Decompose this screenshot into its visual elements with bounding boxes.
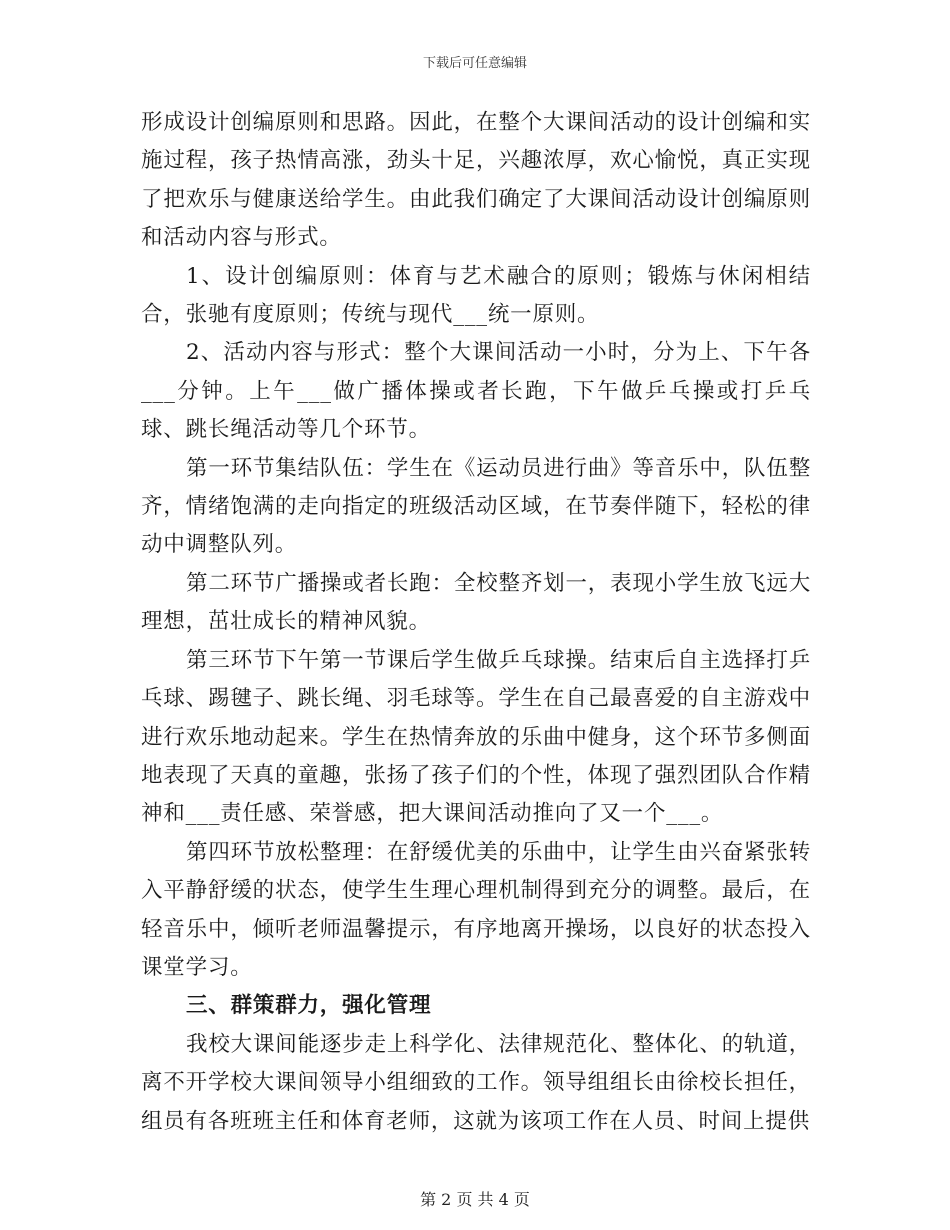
section-heading-management: 三、群策群力，强化管理 — [186, 993, 432, 1019]
page-footer: 第 2 页 共 4 页 — [420, 1190, 530, 1209]
paragraph-stage-one: 第一环节集结队伍：学生在《运动员进行曲》等音乐中，队伍整齐，情绪饱满的走向指定的班级活动区域，在节奏伴随下，轻松的律动中调整队列。 — [141, 455, 811, 558]
page-header: 下载后可任意编辑 — [422, 56, 527, 71]
paragraph-intro-continued: 形成设计创编原则和思路。因此，在整个大课间活动的设计创编和实施过程，孩子热情高涨，劲头十足，兴趣浓厚，欢心愉悦，真正实现了把欢乐与健康送给学生。由此我们确定了大课间活动设计创编原则和活动内容与形式。 — [141, 110, 811, 251]
paragraph-stage-two: 第二环节广播操或者长跑：全校整齐划一，表现小学生放飞远大理想，茁壮成长的精神风貌。 — [141, 570, 811, 635]
paragraph-stage-three: 第三环节下午第一节课后学生做乒乓球操。结束后自主选择打乒乓球、踢毽子、跳长绳、羽毛球等。学生在自己最喜爱的自主游戏中进行欢乐地动起来。学生在热情奔放的乐曲中健身，这个环节多侧面地表现了天真的童趣，张扬了孩子们的个性，体现了强烈团队合作精神和___责任感、荣誉感，把大课间活动推向了又一个___。 — [141, 647, 811, 827]
paragraph-management: 我校大课间能逐步走上科学化、法律规范化、整体化、的轨道，离不开学校大课间领导小组细致的工作。领导组组长由徐校长担任，组员有各班班主任和体育老师，这就为该项工作在人员、时间上提供 — [141, 1031, 811, 1134]
paragraph-design-principles: 1、设计创编原则：体育与艺术融合的原则；锻炼与休闲相结合，张驰有度原则；传统与现代___统一原则。 — [141, 263, 811, 328]
document-body — [141, 104, 811, 1141]
paragraph-activity-content: 2、活动内容与形式：整个大课间活动一小时，分为上、下午各___分钟。上午___做广播体操或者长跑，下午做乒乓操或打乒乓球、跳长绳活动等几个环节。 — [141, 340, 811, 443]
paragraph-stage-four: 第四环节放松整理：在舒缓优美的乐曲中，让学生由兴奋紧张转入平静舒缓的状态，使学生生理心理机制得到充分的调整。最后，在轻音乐中，倾听老师温馨提示，有序地离开操场，以良好的状态投入课堂学习。 — [141, 839, 811, 980]
